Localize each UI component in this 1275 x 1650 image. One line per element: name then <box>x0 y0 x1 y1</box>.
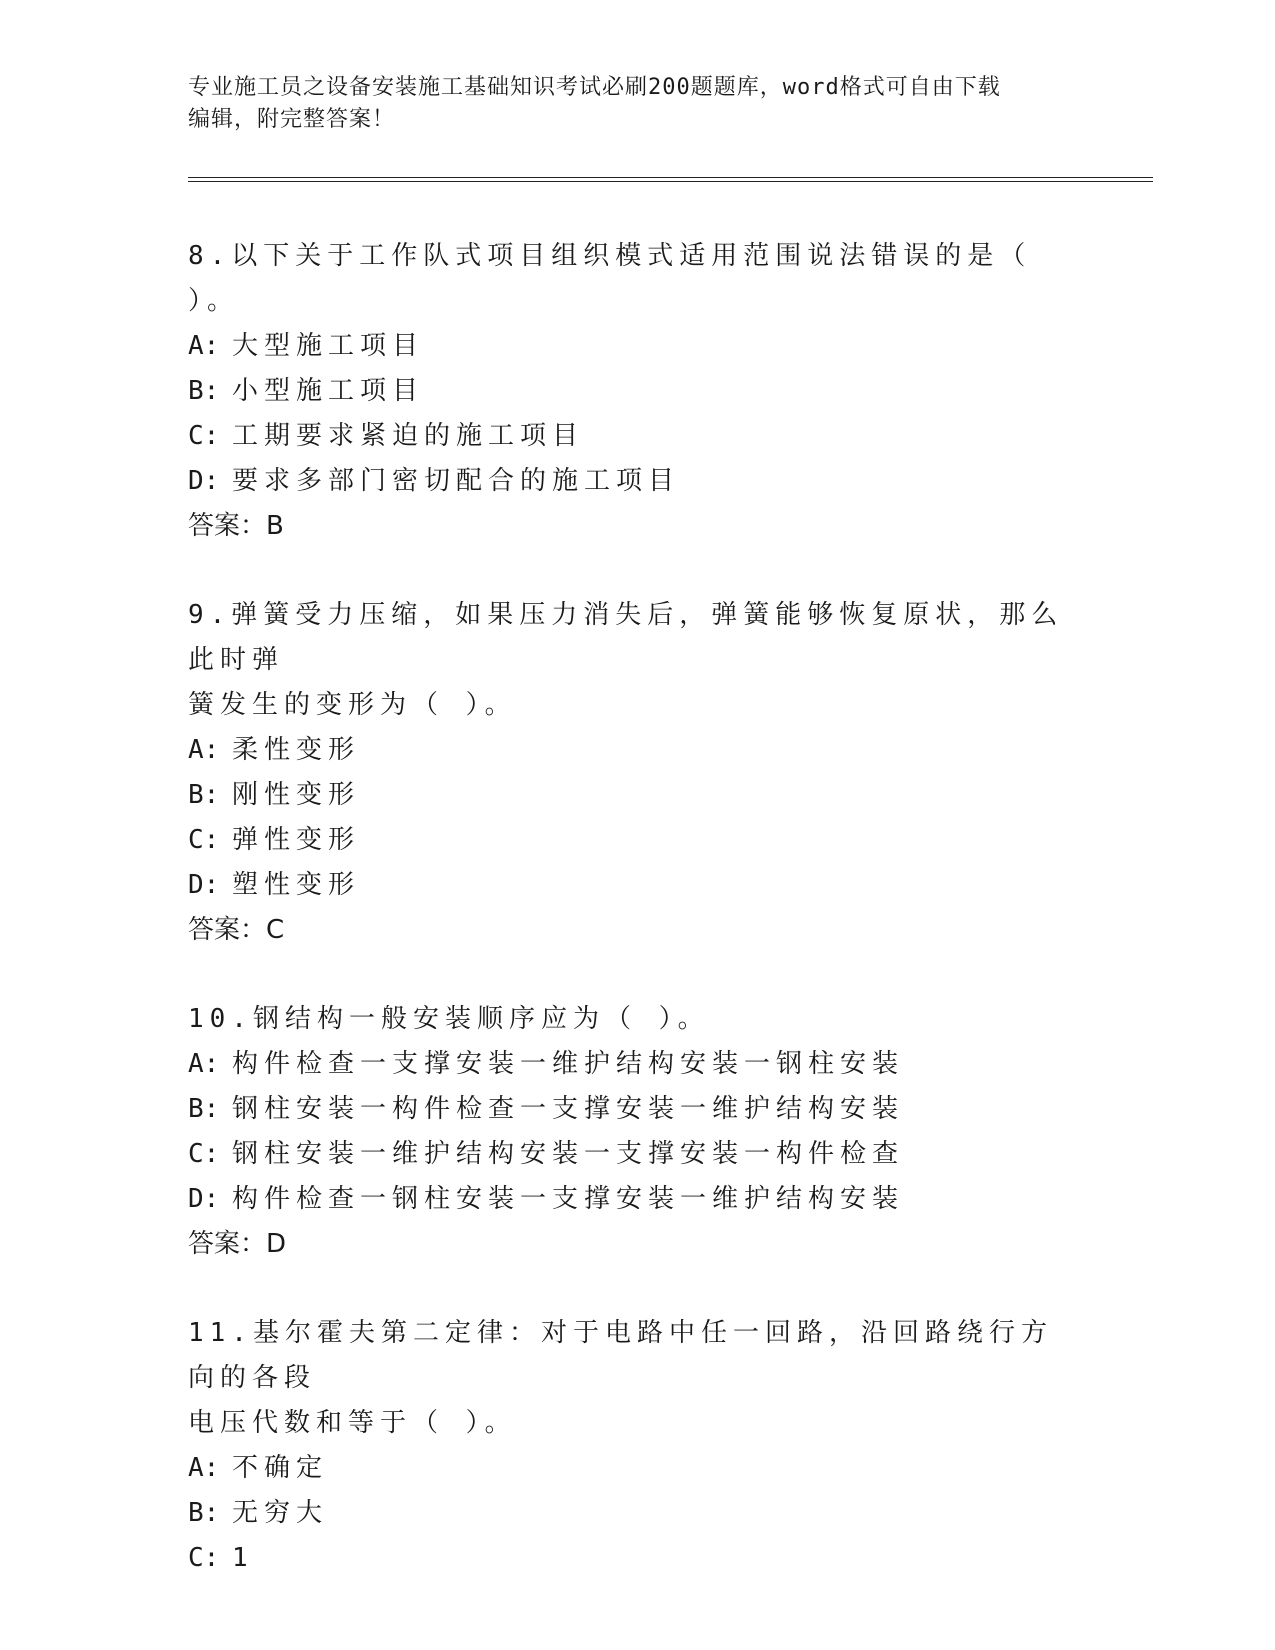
option-text: 钢柱安装一构件检查一支撑安装一维护结构安装 <box>232 1094 905 1124</box>
option-key: C: <box>188 1543 220 1573</box>
question-block <box>188 234 1078 549</box>
option-row <box>188 459 1078 504</box>
document-page <box>188 0 1153 1650</box>
header-line-1: 专业施工员之设备安装施工基础知识考试必刷200题题库，word格式可自由下载 <box>188 75 1001 100</box>
option-row <box>188 773 1078 818</box>
question-title-line: 11.基尔霍夫第二定律：对于电路中任一回路，沿回路绕行方向的各段 <box>188 1318 1053 1393</box>
question-list <box>188 234 1078 1625</box>
option-row <box>188 324 1078 369</box>
option-key: A: <box>188 1453 220 1483</box>
option-row <box>188 728 1078 773</box>
option-text: 塑性变形 <box>232 870 361 900</box>
option-row <box>188 1132 1078 1177</box>
option-key: B: <box>188 1498 220 1528</box>
option-row <box>188 863 1078 908</box>
question-block <box>188 997 1078 1267</box>
option-row <box>188 1042 1078 1087</box>
option-text: 柔性变形 <box>232 735 361 765</box>
option-key: C: <box>188 1139 220 1169</box>
option-text: 大型施工项目 <box>232 331 425 361</box>
header-double-rule <box>188 177 1153 182</box>
question-block <box>188 1311 1078 1581</box>
option-row <box>188 818 1078 863</box>
option-row <box>188 1087 1078 1132</box>
option-row <box>188 1446 1078 1491</box>
header-line-2: 编辑，附完整答案！ <box>188 107 396 132</box>
option-key: D: <box>188 870 220 900</box>
option-text: 构件检查一支撑安装一维护结构安装一钢柱安装 <box>232 1049 905 1079</box>
question-title-line: 电压代数和等于（ ）。 <box>188 1408 517 1438</box>
question-title-line: 10.钢结构一般安装顺序应为（ ）。 <box>188 1004 710 1034</box>
option-key: A: <box>188 1049 220 1079</box>
option-row <box>188 414 1078 459</box>
answer-line: 答案：C <box>188 915 285 945</box>
option-text: 构件检查一钢柱安装一支撑安装一维护结构安装 <box>232 1184 905 1214</box>
answer-line: 答案：D <box>188 1229 287 1259</box>
question-title-line: 9.弹簧受力压缩，如果压力消失后，弹簧能够恢复原状，那么此时弹 <box>188 600 1064 675</box>
option-row <box>188 369 1078 414</box>
option-row <box>188 1491 1078 1536</box>
option-text: 工期要求紧迫的施工项目 <box>232 421 585 451</box>
option-text: 小型施工项目 <box>232 376 425 406</box>
option-text: 要求多部门密切配合的施工项目 <box>232 466 681 496</box>
option-key: B: <box>188 780 220 810</box>
document-header <box>188 72 1078 136</box>
option-row <box>188 1536 1078 1581</box>
option-key: A: <box>188 735 220 765</box>
option-text: 刚性变形 <box>232 780 361 810</box>
question-block <box>188 593 1078 953</box>
option-key: C: <box>188 421 220 451</box>
option-text: 弹性变形 <box>232 825 361 855</box>
option-row <box>188 1177 1078 1222</box>
option-text: 无穷大 <box>232 1498 329 1528</box>
option-key: B: <box>188 376 220 406</box>
option-text: 钢柱安装一维护结构安装一支撑安装一构件检查 <box>232 1139 905 1169</box>
option-text: 1 <box>232 1543 254 1573</box>
question-title-line: 簧发生的变形为（ ）。 <box>188 690 517 720</box>
option-key: B: <box>188 1094 220 1124</box>
option-text: 不确定 <box>232 1453 329 1483</box>
option-key: C: <box>188 825 220 855</box>
question-title-line: 8.以下关于工作队式项目组织模式适用范围说法错误的是（ ）。 <box>188 241 1032 316</box>
option-key: D: <box>188 1184 220 1214</box>
answer-line: 答案：B <box>188 511 284 541</box>
option-key: D: <box>188 466 220 496</box>
option-key: A: <box>188 331 220 361</box>
